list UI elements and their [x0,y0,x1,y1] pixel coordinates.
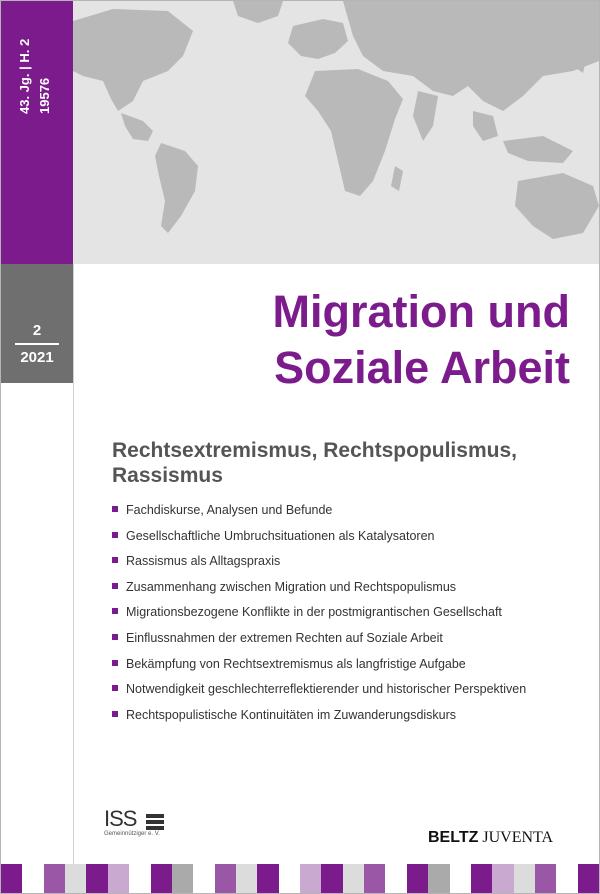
issue-headline-line1: Rechtsextremismus, Rechtspopulismus, [112,439,517,462]
issue-sidebar [1,264,73,383]
stripe-segment [172,864,193,893]
square-bullet-icon [112,608,118,614]
color-stripe [1,864,599,893]
stripe-segment [321,864,342,893]
stripe-segment [236,864,257,893]
stripe-segment [108,864,129,893]
square-bullet-icon [112,634,118,640]
square-bullet-icon [112,685,118,691]
topic-text: Migrationsbezogene Konflikte in der postmigrantischen Gesellschaft [126,605,502,620]
journal-title-line1: Migration und [272,286,570,337]
topic-item [112,631,526,657]
topic-item [112,657,526,683]
square-bullet-icon [112,557,118,563]
stripe-segment [578,864,599,893]
stripe-segment [450,864,471,893]
stripe-segment [535,864,556,893]
square-bullet-icon [112,711,118,717]
stripe-segment [257,864,278,893]
iss-bars-icon [146,814,164,832]
stripe-segment [514,864,535,893]
stripe-segment [65,864,86,893]
publisher-logo [428,829,553,847]
stripe-segment [343,864,364,893]
issue-headline-line2: Rassismus [112,464,223,487]
square-bullet-icon [112,532,118,538]
topic-item [112,605,526,631]
stripe-segment [129,864,150,893]
topic-text: Rassismus als Alltagspraxis [126,554,281,569]
stripe-segment [471,864,492,893]
stripe-segment [364,864,385,893]
topic-item [112,529,526,555]
topic-text: Notwendigkeit geschlechterreflektierender und historischer Perspektiven [126,682,527,697]
topic-text: Bekämpfung von Rechtsextremismus als langfristige Aufgabe [126,656,466,671]
issue-headline [112,438,517,488]
stripe-segment [151,864,172,893]
publisher-logo-rest: JUVENTA [482,829,554,846]
square-bullet-icon [112,660,118,666]
topic-text: Gesellschaftliche Umbruchsituationen als Katalysatoren [126,528,435,543]
stripe-segment [407,864,428,893]
journal-title [273,284,570,396]
stripe-segment [300,864,321,893]
topic-text: Fachdiskurse, Analysen und Befunde [126,503,333,517]
stripe-segment [279,864,300,893]
stripe-segment [86,864,107,893]
issn-label: 19576 [37,77,52,114]
iss-logo-text: ISS [104,806,137,831]
topic-item [112,580,526,606]
journal-title-line2: Soziale Arbeit [274,342,570,393]
topic-list [112,503,526,733]
topic-item [112,503,526,529]
volume-sidebar [1,1,73,264]
square-bullet-icon [112,583,118,589]
stripe-segment [556,864,577,893]
topic-text: Zusammenhang zwischen Migration und Rechtspopulismus [126,579,457,594]
publisher-logo-bold: BELTZ [428,829,479,846]
stripe-segment [1,864,22,893]
left-divider [73,264,74,864]
square-bullet-icon [112,506,118,512]
volume-label: 43. Jg. | H. 2 [17,38,32,114]
stripe-segment [193,864,214,893]
topic-item [112,554,526,580]
issue-number: 2 [32,322,42,339]
stripe-segment [22,864,43,893]
topic-item [112,682,526,708]
topic-text: Rechtspopulistische Kontinuitäten im Zuwanderungsdiskurs [126,707,457,722]
stripe-segment [44,864,65,893]
world-map-image [73,1,599,264]
stripe-segment [385,864,406,893]
topic-text: Einflussnahmen der extremen Rechten auf Soziale Arbeit [126,630,443,645]
iss-logo [104,808,160,837]
stripe-segment [215,864,236,893]
issue-divider [15,343,59,345]
topic-item [112,708,526,734]
issue-year: 2021 [20,349,54,366]
iss-logo-subtext: Gemeinnütziger e. V. [104,831,160,837]
stripe-segment [492,864,513,893]
stripe-segment [428,864,449,893]
